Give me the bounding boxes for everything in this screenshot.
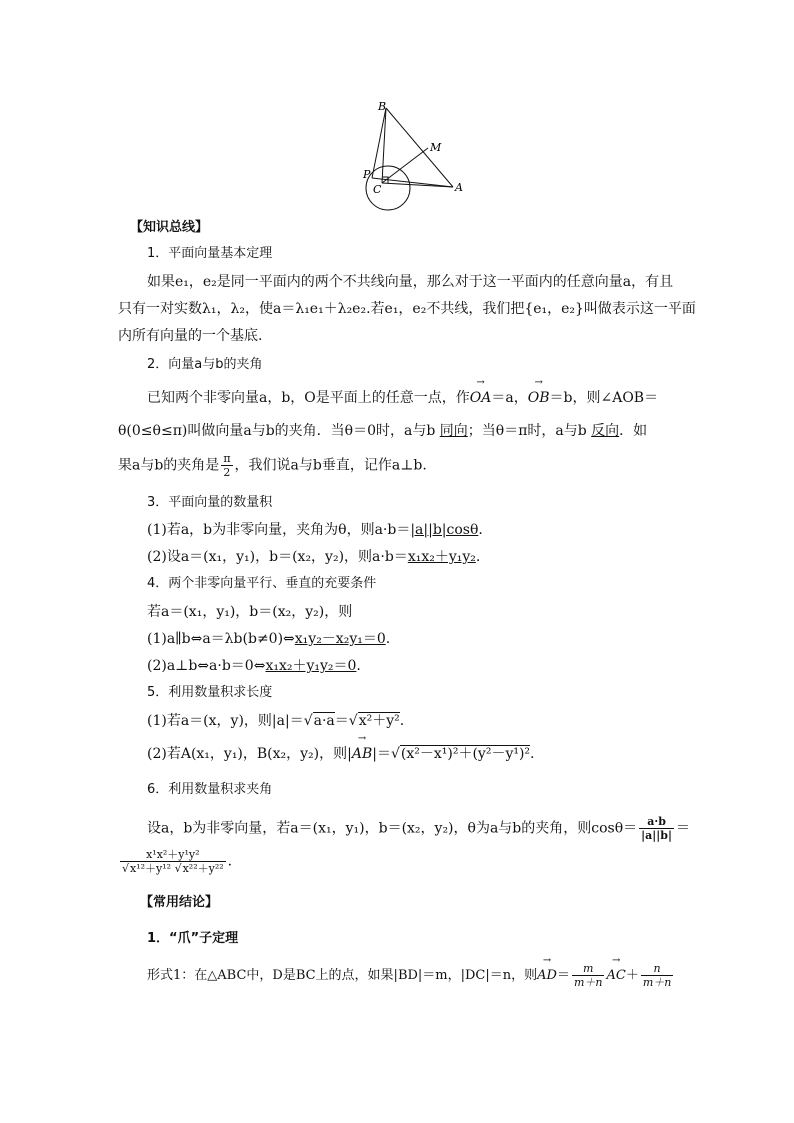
c1-line1-a: 形式1：在△ABC中，D是BC上的点，如果|BD|＝m，|DC|＝n，则	[147, 968, 538, 983]
answer-dot-product-coord: x₁x₂＋y₁y₂	[407, 549, 476, 565]
s1-line3: 内所有向量的一个基底.	[118, 328, 263, 344]
sqrt-x2-y2: x²＋y²	[358, 713, 400, 729]
s2-title: 2．向量a与b的夹角	[147, 357, 263, 372]
s5-line2-a: (2)若A(x₁，y₁)，B(x₂，y₂)，则|	[147, 746, 352, 762]
label-p: P	[363, 168, 371, 181]
s3-title: 3．平面向量的数量积	[147, 495, 273, 510]
sqrt-a-dot-a: a·a	[313, 713, 335, 729]
s3-line2-b: .	[475, 549, 481, 565]
s2-line3-a: 果a与b的夹角是	[118, 457, 220, 474]
s6-line2-end: .	[227, 853, 233, 870]
s4-line2-a: (1)a∥b⇔a＝λb(b≠0)⇔	[147, 631, 295, 647]
fraction-pi-over-2	[221, 452, 232, 479]
label-b: B	[378, 100, 387, 113]
s2-line1-c: ＝b，则∠AOB＝	[549, 390, 659, 406]
fraction-cos	[639, 815, 674, 842]
sqrt-distance: (x²－x¹)²＋(y²－y¹)²	[400, 746, 531, 762]
c1-eq: ＝	[556, 968, 570, 983]
s2-line1-b: ＝a，	[491, 390, 528, 406]
answer-dot-product-def: |a||b|cosθ	[410, 522, 479, 538]
label-m: M	[430, 141, 442, 154]
fraction-num: x¹x²＋y¹y²	[120, 848, 226, 862]
s2-line2-b: ；当θ＝π时，a与b	[467, 423, 592, 439]
s1-title: 1．平面向量基本定理	[147, 246, 273, 261]
fraction-num: a·b	[639, 815, 674, 829]
vector-ob: → OB	[528, 389, 550, 407]
s3-line1	[147, 521, 483, 539]
fraction-m	[572, 962, 605, 989]
s4-line2	[147, 630, 390, 648]
s2-line1	[147, 389, 658, 407]
s2-line3	[118, 452, 427, 479]
s2-line1-a: 已知两个非零向量a，b，O是平面上的任意一点，作	[147, 390, 470, 406]
vector-oa: → OA	[470, 389, 492, 407]
fraction-num: m	[572, 962, 605, 976]
sqrt-den-1: x¹²＋y¹²	[130, 862, 172, 875]
fraction-n	[641, 962, 674, 989]
sqrt-den-2: x²²＋y²²	[182, 862, 224, 875]
s4-line2-b: .	[385, 631, 391, 647]
s2-line2-a: θ(0≤θ≤π)叫做向量a与b的夹角．当θ＝0时，a与b	[118, 423, 440, 439]
section-heading-knowledge: 【知识总线】	[130, 220, 209, 235]
s5-line1: (1)若a＝(x，y)，则|a|＝√a·a＝√x²＋y².	[147, 713, 405, 729]
fraction-den: √x¹²＋y¹² √x²²＋y²²	[122, 862, 224, 875]
s5-line2: (2)若A(x₁，y₁)，B(x₂，y₂)，则|→ AB|＝√(x²－x¹)²＋(y²－y¹)².	[147, 745, 535, 763]
s2-line2	[118, 422, 647, 440]
fraction-cos-coord	[120, 848, 226, 875]
s5-line2-m: |＝	[372, 746, 391, 762]
fraction-num: n	[641, 962, 674, 976]
segment-pa	[372, 178, 453, 187]
label-c: C	[373, 183, 382, 196]
answer-parallel-condition: x₁y₂－x₂y₁＝0	[294, 631, 386, 647]
vector-ad: → AD	[537, 967, 557, 985]
c1-title: 1．“爪”子定理	[147, 931, 239, 946]
s4-line3-b: .	[356, 658, 361, 674]
s3-line1-a: (1)若a，b为非零向量，夹角为θ，则a·b＝	[147, 522, 411, 538]
s3-line1-b: .	[478, 522, 483, 538]
s2-line2-c: ．如	[619, 423, 648, 439]
segment-ca	[382, 183, 453, 187]
s4-line1: 若a＝(x₁，y₁)，b＝(x₂，y₂)，则	[147, 604, 353, 620]
s6-title: 6．利用数量积求夹角	[147, 782, 273, 797]
fraction-den: 2	[223, 466, 231, 479]
c1-plus: ＋	[625, 968, 639, 983]
s6-line1-a: 设a，b为非零向量，若a＝(x₁，y₁)，b＝(x₂，y₂)，θ为a与b的夹角，则cosθ＝	[147, 820, 638, 837]
answer-opposite-direction: 反向	[591, 423, 620, 439]
s1-line2: 只有一对实数λ₁，λ₂，使a＝λ₁e₁＋λ₂e₂.若e₁，e₂不共线，我们把{e₁，e₂}叫做表示这一平面	[118, 301, 696, 317]
s2-line3-b: ，我们说a与b垂直，记作a⊥b.	[234, 457, 427, 474]
s6-line2	[118, 848, 232, 875]
s4-line3-a: (2)a⊥b⇔a·b＝0⇔	[147, 658, 266, 674]
s6-eq: ＝	[675, 820, 690, 837]
answer-same-direction: 同向	[439, 423, 468, 439]
segment-cm	[382, 148, 428, 183]
s4-line3	[147, 657, 361, 675]
s3-line2-a: (2)设a＝(x₁，y₁)，b＝(x₂，y₂)，则a·b＝	[147, 549, 408, 565]
fraction-num: π	[223, 452, 231, 465]
answer-perpendicular-condition: x₁x₂＋y₁y₂＝0	[265, 658, 357, 674]
s5-line2-b: .	[530, 746, 535, 762]
fraction-den: |a||b|	[641, 829, 672, 842]
s5-title: 5．利用数量积求长度	[147, 685, 273, 700]
s3-line2	[147, 548, 480, 566]
s5-line1-a: (1)若a＝(x，y)，则|a|＝	[147, 713, 304, 729]
s4-title: 4．两个非零向量平行、垂直的充要条件	[147, 576, 377, 591]
fraction-den: m＋n	[642, 976, 672, 989]
geometry-figure	[355, 100, 465, 215]
s5-line1-m: ＝	[334, 713, 349, 729]
segment-ba	[386, 108, 453, 187]
vector-ac: → AC	[606, 967, 625, 985]
label-a: A	[455, 181, 463, 194]
s5-line1-b: .	[399, 713, 405, 729]
s6-line1	[147, 815, 690, 842]
c1-line1	[147, 962, 675, 989]
section-heading-conclusions: 【常用结论】	[140, 895, 219, 910]
vector-ab: → AB	[352, 745, 372, 763]
fraction-den: m＋n	[573, 976, 603, 989]
s1-line1: 如果e₁，e₂是同一平面内的两个不共线向量，那么对于这一平面内的任意向量a，有且	[147, 274, 674, 290]
